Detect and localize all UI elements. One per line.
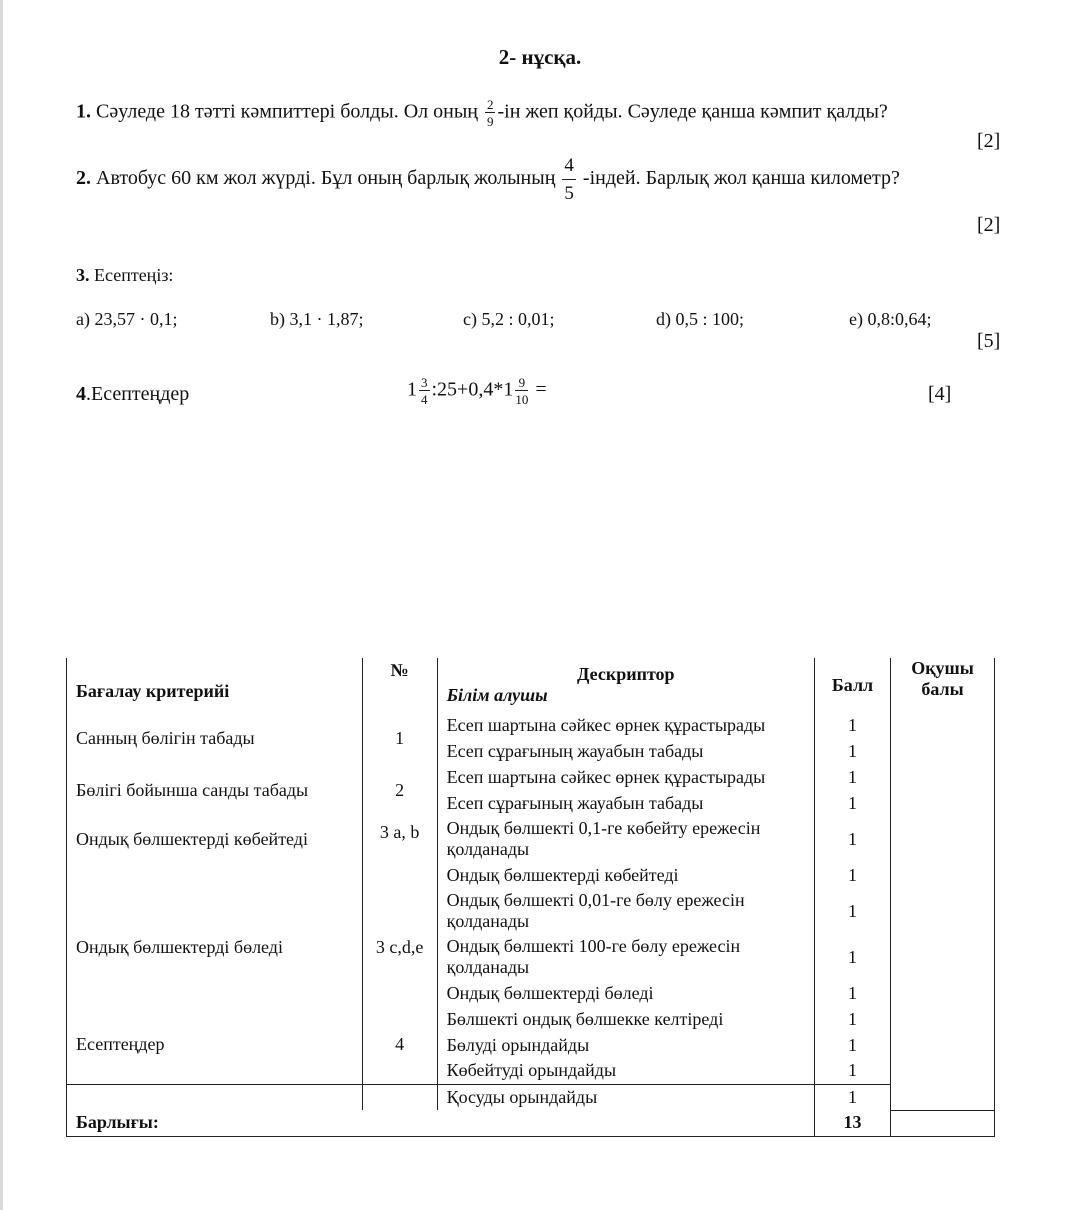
task-3-item-b: b) 3,1 · 1,87; — [270, 309, 364, 329]
score-cell: 1 — [815, 790, 891, 816]
number-cell-empty — [362, 862, 437, 888]
header-learner: Білім алушы — [446, 685, 548, 705]
header-descriptor: Дескриптор — [577, 664, 675, 685]
expr-fraction-2-denominator: 10 — [515, 392, 529, 407]
table-row — [67, 712, 995, 738]
task-1-fraction — [485, 98, 496, 128]
task-4-text: .Есептеңдер — [86, 383, 190, 405]
task-1-fraction-denominator: 9 — [486, 114, 494, 129]
task-4-number: 4 — [76, 383, 86, 405]
expr-fraction-1-denominator: 4 — [421, 392, 428, 407]
task-1-text-after: -ін жеп қойды. Сәуледе қанша кәмпит қалды? — [497, 100, 888, 123]
criteria-cell: Ондық бөлшектерді бөледі — [67, 888, 363, 1006]
number-cell: 2 — [362, 764, 437, 816]
table-row — [67, 1006, 995, 1032]
descriptor-cell: Ондық бөлшекті 0,01-ге бөлу ережесін қолданады — [437, 888, 814, 934]
expr-fraction-1-numerator: 3 — [421, 375, 428, 390]
score-cell: 1 — [815, 862, 891, 888]
descriptor-cell: Есеп сұрағының жауабын табады — [437, 738, 814, 764]
score-cell: 1 — [815, 888, 891, 934]
expr-fraction-2 — [515, 376, 528, 406]
descriptor-cell: Ондық бөлшектерді көбейтеді — [437, 862, 814, 888]
task-1-number: 1. — [76, 100, 91, 123]
task-3-points: [5] — [977, 330, 1001, 352]
variant-title: 2- нұсқа. — [498, 45, 582, 69]
score-cell: 1 — [815, 934, 891, 980]
header-student-score: Оқушы балы — [891, 658, 995, 1110]
descriptor-cell: Есеп шартына сәйкес өрнек құрастырады — [437, 712, 814, 738]
task-3-number: 3. — [76, 265, 90, 285]
expr-fraction-1 — [419, 376, 430, 406]
criteria-cell: Есептеңдер — [67, 1006, 363, 1084]
expr-fraction-2-numerator: 9 — [515, 376, 528, 391]
score-cell: 1 — [815, 1006, 891, 1032]
task-4-label — [76, 383, 189, 406]
header-descriptor-cell — [437, 658, 814, 712]
number-cell: 3 a, b — [362, 816, 437, 862]
score-cell: 1 — [815, 980, 891, 1006]
table-row — [67, 816, 995, 862]
criteria-cell-empty — [67, 1084, 363, 1110]
table-header-row — [67, 658, 995, 712]
task-2-fraction-numerator: 4 — [562, 156, 576, 180]
page-edge — [0, 0, 3, 1210]
criteria-cell: Бөлігі бойынша санды табады — [67, 764, 363, 816]
task-1-fraction-numerator: 2 — [486, 97, 494, 112]
criteria-cell-empty — [67, 862, 363, 888]
descriptor-cell: Есеп сұрағының жауабын табады — [437, 790, 814, 816]
task-2-number: 2. — [76, 167, 91, 190]
header-criteria: Бағалау критерийі — [67, 658, 363, 712]
task-3-item-c: c) 5,2 : 0,01; — [463, 309, 555, 329]
number-cell: 4 — [362, 1006, 437, 1084]
expr-whole-1: 1 — [407, 378, 417, 401]
score-cell: 1 — [815, 764, 891, 790]
task-1-text-before: Сәуледе 18 тәтті кәмпиттері болды. Ол оның — [96, 100, 478, 123]
task-3-item-d: d) 0,5 : 100; — [656, 309, 744, 329]
header-score: Балл — [815, 658, 891, 712]
descriptor-cell: Есеп шартына сәйкес өрнек құрастырады — [437, 764, 814, 790]
task-2-text-before: Автобус 60 км жол жүрді. Бұл оның барлық жолының — [96, 167, 556, 190]
descriptor-cell: Бөлшекті ондық бөлшекке келтіреді — [437, 1006, 814, 1032]
score-cell: 1 — [815, 712, 891, 738]
grading-table — [66, 658, 995, 1137]
expr-middle: :25+0,4*1 — [431, 378, 514, 401]
number-cell: 1 — [362, 712, 437, 764]
task-3-item-a: a) 23,57 · 0,1; — [76, 309, 178, 329]
task-3 — [76, 265, 173, 286]
header-number: № — [362, 658, 437, 712]
total-student-score-empty — [891, 1110, 995, 1136]
table-total-row — [67, 1110, 995, 1136]
table-row — [67, 1084, 995, 1110]
task-3-text: Есептеңіз: — [94, 265, 174, 285]
table-row — [67, 888, 995, 934]
descriptor-cell: Қосуды орындайды — [437, 1084, 814, 1110]
descriptor-cell: Көбейтуді орындайды — [437, 1058, 814, 1084]
task-1-points: [2] — [977, 130, 1001, 152]
descriptor-cell: Бөлуді орындайды — [437, 1032, 814, 1058]
total-score: 13 — [815, 1110, 891, 1136]
task-2 — [76, 156, 900, 203]
score-cell: 1 — [815, 1058, 891, 1084]
score-cell: 1 — [815, 738, 891, 764]
task-2-text-after: -індей. Барлық жол қанша километр? — [582, 167, 900, 190]
task-1 — [76, 98, 888, 128]
table-row — [67, 862, 995, 888]
descriptor-cell: Ондық бөлшекті 100-ге бөлу ережесін қолданады — [437, 934, 814, 980]
criteria-cell: Санның бөлігін табады — [67, 712, 363, 764]
number-cell: 3 c,d,e — [362, 888, 437, 1006]
expr-end: = — [530, 378, 547, 401]
total-label: Барлығы: — [67, 1110, 815, 1136]
task-2-fraction — [562, 156, 576, 203]
task-4-points: [4] — [928, 383, 952, 405]
table-row — [67, 764, 995, 790]
score-cell: 1 — [815, 816, 891, 862]
task-4-expression — [407, 376, 547, 406]
task-3-item-e: e) 0,8:0,64; — [849, 309, 932, 329]
score-cell: 1 — [815, 1032, 891, 1058]
number-cell-empty — [362, 1084, 437, 1110]
descriptor-cell: Ондық бөлшекті 0,1-ге көбейту ережесін қолданады — [437, 816, 814, 862]
criteria-cell: Ондық бөлшектерді көбейтеді — [67, 816, 363, 862]
task-2-fraction-denominator: 5 — [564, 183, 574, 204]
descriptor-cell: Ондық бөлшектерді бөледі — [437, 980, 814, 1006]
task-2-points: [2] — [977, 214, 1001, 236]
score-cell: 1 — [815, 1084, 891, 1110]
